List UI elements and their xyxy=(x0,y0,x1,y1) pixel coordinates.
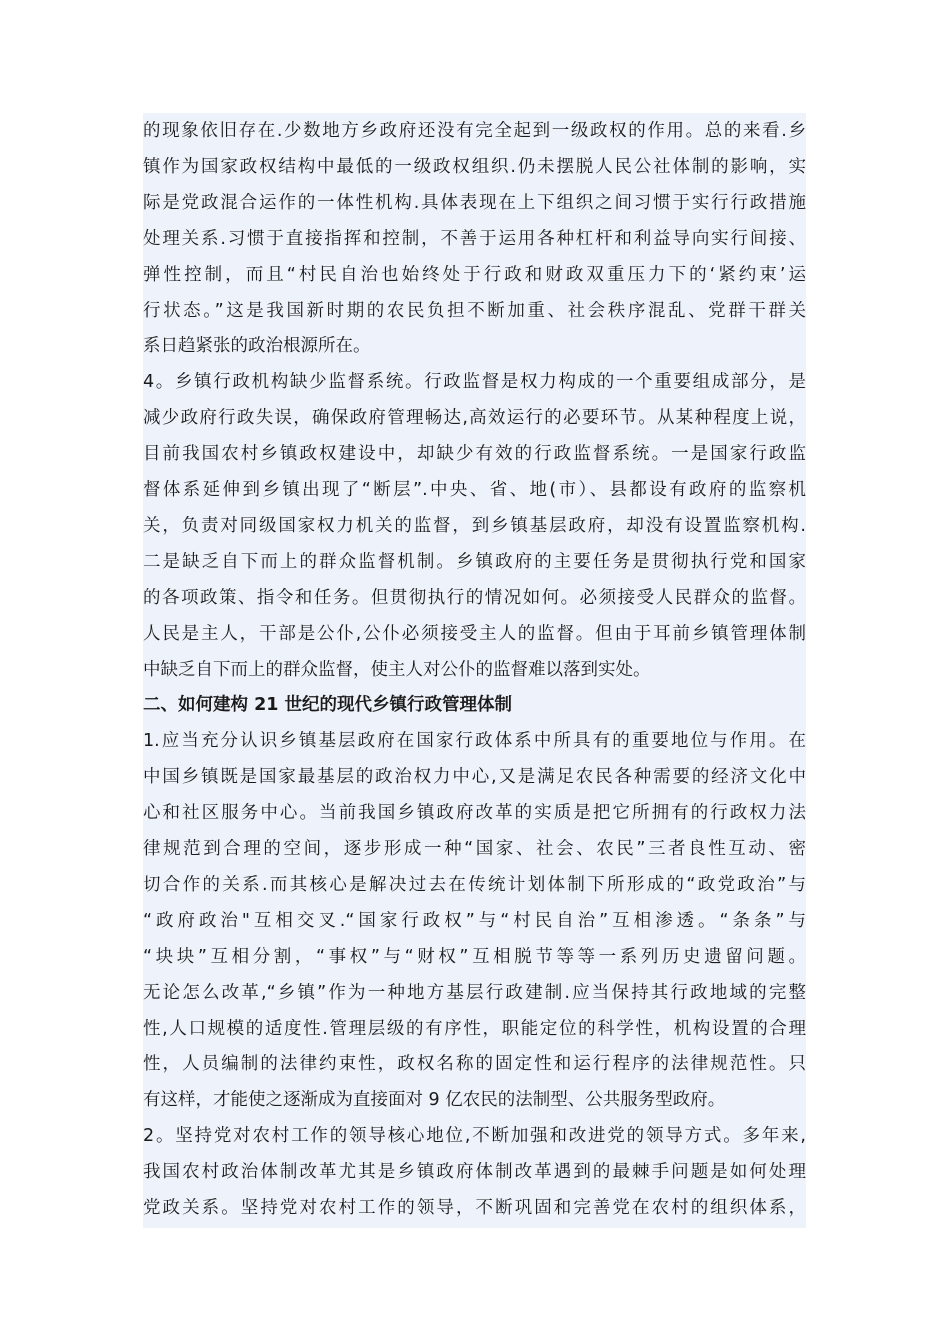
paragraph-line: 弹性控制，而且“村民自治也始终处于行政和财政双重压力下的‘紧约束’运 xyxy=(143,264,806,285)
paragraph-line: 目前我国农村乡镇政权建设中，却缺少有效的行政监督系统。一是国家行政监 xyxy=(143,444,806,465)
paragraph-line: 1.应当充分认识乡镇基层政府在国家行政体系中所具有的重要地位与作用。在 xyxy=(143,731,806,752)
paragraph-line: 的各项政策、指令和任务。但贯彻执行的情况如何。必须接受人民群众的监督。 xyxy=(143,587,806,608)
paragraph-line: 无论怎么改革,“乡镇”作为一种地方基层行政建制.应当保持其行政地域的完整 xyxy=(143,982,806,1003)
paragraph-line: 际是党政混合运作的一体性机构.具体表现在上下组织之间习惯于实行行政措施 xyxy=(143,192,806,213)
paragraph-line: 系日趋紧张的政治根源所在。 xyxy=(143,336,371,357)
paragraph-line: 关，负责对同级国家权力机关的监督，到乡镇基层政府，却没有设置监察机构. xyxy=(143,515,806,536)
paragraph-line: 律规范到合理的空间，逐步形成一种“国家、社会、农民”三者良性互动、密 xyxy=(143,839,806,859)
paragraph-line: 2。坚持党对农村工作的领导核心地位,不断加强和改进党的领导方式。多年来, xyxy=(143,1126,806,1147)
paragraph-line: 的现象依旧存在.少数地方乡政府还没有完全起到一级政权的作用。总的来看.乡 xyxy=(143,121,806,141)
paragraph-line: 镇作为国家政权结构中最低的一级政权组织.仍未摆脱人民公社体制的影响，实 xyxy=(143,156,806,177)
paragraph-line: 二是缺乏自下而上的群众监督机制。乡镇政府的主要任务是贯彻执行党和国家 xyxy=(143,551,806,572)
paragraph-line: 行状态。”这是我国新时期的农民负担不断加重、社会秩序混乱、党群干群关 xyxy=(143,300,806,321)
paragraph-line: 切合作的关系.而其核心是解决过去在传统计划体制下所形成的“政党政治”与 xyxy=(143,874,806,895)
paragraph-line: 中缺乏自下而上的群众监督，使主人对公仆的监督难以落到实处。 xyxy=(143,659,651,680)
paragraph-line: 人民是主人，干部是公仆,公仆必须接受主人的监督。但由于耳前乡镇管理体制 xyxy=(143,623,806,644)
paragraph-line: 中国乡镇既是国家最基层的政治权力中心,又是满足农民各种需要的经济文化中 xyxy=(143,767,806,788)
paragraph-line: “政府政治"互相交叉.“国家行政权”与“村民自治”互相渗透。“条条”与 xyxy=(143,910,806,931)
paragraph-line: 性,人口规模的适度性.管理层级的有序性，职能定位的科学性，机构设置的合理 xyxy=(143,1018,806,1039)
paragraph-line: 党政关系。坚持党对农村工作的领导，不断巩固和完善党在农村的组织体系， xyxy=(143,1198,806,1218)
paragraph-line: “块块”互相分割，“事权”与“财权”互相脱节等等一系列历史遗留问题。 xyxy=(143,946,806,967)
paragraph-line: 督体系延伸到乡镇出现了“断层”.中央、省、地(市）、县都设有政府的监察机 xyxy=(143,480,806,500)
paragraph-line: 性，人员编制的法律约束性，政权名称的固定性和运行程序的法律规范性。只 xyxy=(143,1054,806,1075)
paragraph-line: 4。乡镇行政机构缺少监督系统。行政监督是权力构成的一个重要组成部分，是 xyxy=(143,372,806,393)
paragraph-line: 处理关系.习惯于直接指挥和控制，不善于运用各种杠杆和利益导向实行间接、 xyxy=(143,228,806,249)
paragraph-line: 心和社区服务中心。当前我国乡镇政府改革的实质是把它所拥有的行政权力法 xyxy=(143,803,806,824)
paragraph-line: 我国农村政治体制改革尤其是乡镇政府体制改革遇到的最棘手问题是如何处理 xyxy=(143,1162,806,1183)
paragraph-line: 有这样，才能使之逐渐成为直接面对 9 亿农民的法制型、公共服务型政府。 xyxy=(143,1090,726,1111)
section-heading: 二、如何建构 21 世纪的现代乡镇行政管理体制 xyxy=(143,695,513,716)
paragraph-line: 减少政府行政失误，确保政府管理畅达,高效运行的必要环节。从某种程度上说， xyxy=(143,408,806,429)
